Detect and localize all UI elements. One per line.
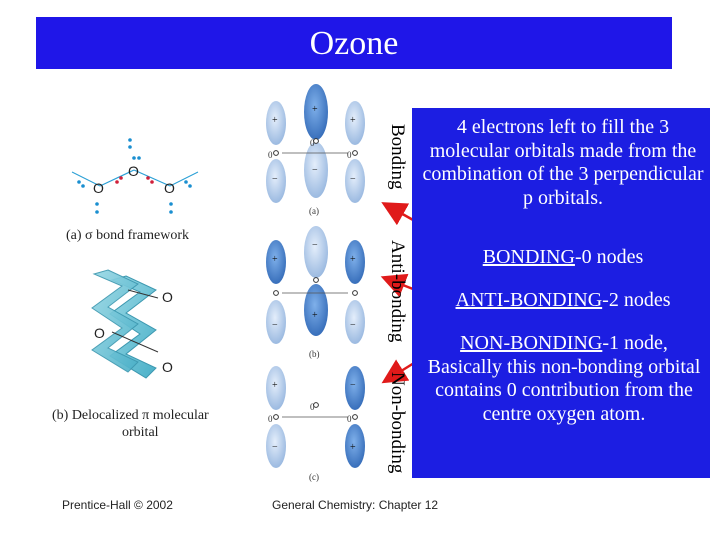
- label-bonding: Bonding: [387, 124, 408, 190]
- svg-text:+: +: [272, 254, 278, 265]
- svg-text:+: +: [312, 104, 318, 115]
- svg-text:−: −: [312, 240, 318, 251]
- pi-cloud: [92, 270, 173, 378]
- svg-text:0: 0: [347, 150, 352, 160]
- svg-text:0: 0: [310, 402, 315, 412]
- slide-title: Ozone: [309, 25, 399, 62]
- label-non-bonding: Non-bonding: [387, 372, 408, 474]
- svg-text:+: +: [272, 380, 278, 391]
- label-c: (c): [309, 472, 319, 482]
- atom-o-left: O: [93, 180, 104, 196]
- atom-o-right: O: [164, 180, 175, 196]
- bonding-line: [422, 246, 704, 270]
- svg-text:−: −: [272, 174, 278, 185]
- svg-text:−: −: [272, 442, 278, 453]
- sigma-caption: (a) σ bond framework: [66, 228, 189, 243]
- orbital-set-nonbonding: [266, 366, 365, 482]
- anti-line: [422, 289, 704, 313]
- bonding-rest: -0 nodes: [574, 246, 644, 268]
- anti-rest: -2 nodes: [602, 289, 671, 311]
- svg-text:−: −: [272, 320, 278, 331]
- svg-text:−: −: [312, 165, 318, 176]
- svg-text:−: −: [350, 174, 356, 185]
- orbital-set-bonding: [266, 84, 365, 216]
- pi-caption-line1: (b) Delocalized π molecular: [52, 408, 209, 423]
- svg-text:−: −: [350, 320, 356, 331]
- svg-text:+: +: [350, 442, 356, 453]
- svg-text:0: 0: [268, 414, 273, 424]
- svg-text:0: 0: [347, 414, 352, 424]
- svg-text:0: 0: [268, 150, 273, 160]
- sigma-framework: [72, 138, 198, 214]
- svg-text:+: +: [312, 310, 318, 321]
- intro-text: 4 electrons left to fill the 3 molecular orbitals made from the combination of the 3 perpendicular p orbitals.: [422, 116, 704, 209]
- footer-left: Prentice-Hall © 2002: [62, 498, 173, 512]
- non-term: NON-BONDING: [460, 332, 603, 354]
- non-line: [426, 332, 702, 426]
- pi-atom-o-left: O: [94, 325, 105, 341]
- bonding-term: BONDING: [482, 246, 575, 268]
- non-rest: -1 node, Basically this non-bonding orbital contains 0 contribution from the centre oxygen atom.: [427, 332, 701, 425]
- atom-o-center: O: [128, 163, 139, 179]
- svg-text:+: +: [350, 254, 356, 265]
- orbital-set-antibonding: [266, 226, 365, 359]
- footer-center: General Chemistry: Chapter 12: [272, 498, 439, 512]
- pi-atom-o-bottom: O: [162, 359, 173, 375]
- svg-text:−: −: [350, 380, 356, 391]
- svg-text:+: +: [350, 115, 356, 126]
- anti-term: ANTI-BONDING: [455, 289, 603, 311]
- pi-atom-o-top: O: [162, 289, 173, 305]
- label-b: (b): [309, 349, 320, 359]
- svg-text:+: +: [272, 115, 278, 126]
- label-a: (a): [309, 206, 319, 216]
- svg-text:0: 0: [310, 138, 315, 148]
- label-anti-bonding: Anti-bonding: [387, 240, 408, 343]
- pi-caption-line2: orbital: [122, 425, 159, 440]
